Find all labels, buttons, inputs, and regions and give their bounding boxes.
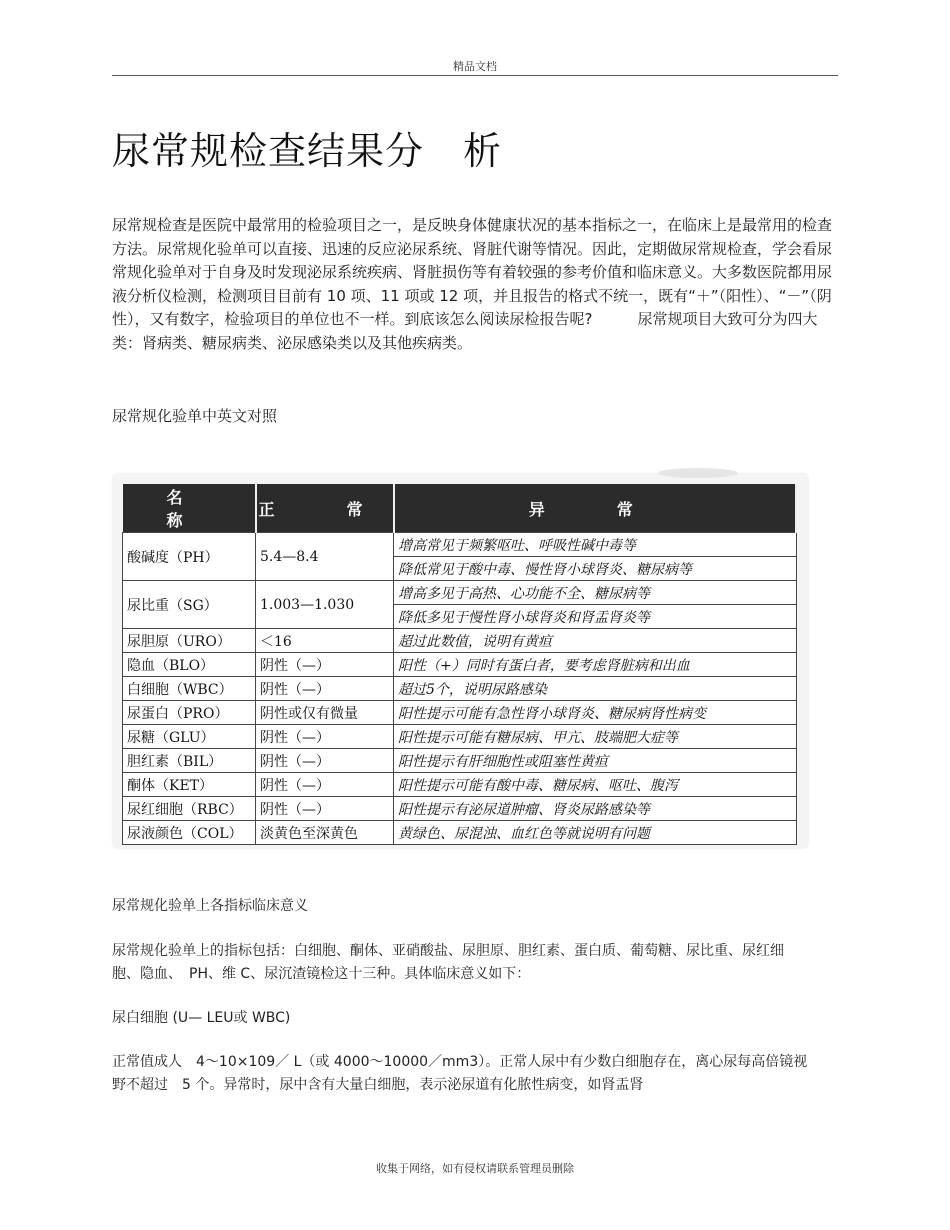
indicators-paragraph: 尿常规化验单上的指标包括：白细胞、酮体、亚硝酸盐、尿胆原、胆红素、蛋白质、葡萄糖、尿比重、尿红细胞、隐血、 PH、维 C、尿沉渣镜检这十三种。具体临床意义如下： [112, 943, 784, 982]
cell-item-name: 胆红素（BIL） [123, 749, 256, 773]
cell-normal-value: 阴性（—） [256, 797, 394, 821]
table-row [123, 581, 797, 605]
urine-test-table [122, 484, 797, 845]
table-row [123, 821, 797, 845]
header-name: 名 称 [123, 484, 256, 533]
table-caption: 尿常规化验单中英文对照 [112, 407, 278, 425]
table-row [123, 653, 797, 677]
cell-normal-value: 阴性或仅有微量 [256, 701, 394, 725]
cell-item-name: 隐血（BLO） [123, 653, 256, 677]
table-row [123, 749, 797, 773]
cell-item-name: 尿蛋白（PRO） [123, 701, 256, 725]
cell-abnormal-meaning: 黄绿色、尿混浊、血红色等就说明有问题 [394, 821, 797, 845]
cell-abnormal-meaning: 增高常见于频繁呕吐、呼吸性碱中毒等 [394, 533, 797, 557]
table-row [123, 533, 797, 557]
urine-test-table-image [113, 474, 808, 848]
header-abnormal: 异 常 [394, 484, 797, 533]
cell-abnormal-meaning: 阳性提示可能有酸中毒、糖尿病、呕吐、腹泻 [394, 773, 797, 797]
cell-normal-value: 阴性（—） [256, 725, 394, 749]
section-heading-clinical-meaning: 尿常规化验单上各指标临床意义 [112, 898, 308, 914]
wbc-subheading: 尿白细胞 (U— LEU或 WBC) [112, 1010, 291, 1026]
cell-item-name: 酮体（KET） [123, 773, 256, 797]
cell-normal-value: 淡黄色至深黄色 [256, 821, 394, 845]
cell-abnormal-meaning: 阳性提示有肝细胞性或阻塞性黄疸 [394, 749, 797, 773]
table-row [123, 629, 797, 653]
cell-item-name: 尿红细胞（RBC） [123, 797, 256, 821]
cell-abnormal-meaning: 阳性提示有泌尿道肿瘤、肾炎尿路感染等 [394, 797, 797, 821]
cell-normal-value: ＜16 [256, 629, 394, 653]
wbc-paragraph: 正常值成人 4～10×109／ L（或 4000～10000／mm3）。正常人尿中有少数白细胞存在，离心尿每高倍镜视野不超过 5 个。异常时，尿中含有大量白细胞，表示泌尿道有化脓性病变，如肾盂肾 [112, 1054, 808, 1093]
cell-abnormal-meaning: 降低多见于慢性肾小球肾炎和肾盂肾炎等 [394, 605, 797, 629]
cell-normal-value: 阴性（—） [256, 749, 394, 773]
intro-paragraph: 尿常规检查是医院中最常用的检验项目之一，是反映身体健康状况的基本指标之一，在临床上是最常用的检查方法。尿常规化验单可以直接、迅速的反应泌尿系统、肾脏代谢等情况。因此，定期做尿常规检查，学会看尿常规化验单对于自身及时发现泌尿系统疾病、肾脏损伤等有着较强的参考价值和临床意义。大多数医院都用尿液分析仪检测，检测项目目前有 10 项、11 项或 12 项，并且报告的格式不统一，既有“＋”（阳性）、“－”（阴性），又有数字，检验项目的单位也不一样。到底该怎么阅读尿检报告呢? 尿常规项目大致可分为四大类：肾病类、糖尿病类、泌尿感染类以及其他疾病类。 [112, 216, 833, 352]
header-normal: 正 常 [256, 484, 394, 533]
table-row [123, 725, 797, 749]
document-title: 尿常规检查结果分 析 [112, 129, 503, 173]
cell-item-name: 尿糖（GLU） [123, 725, 256, 749]
table-header-row [123, 484, 797, 533]
cell-abnormal-meaning: 超过此数值，说明有黄疸 [394, 629, 797, 653]
cell-normal-value: 1.003—1.030 [256, 581, 394, 629]
cell-normal-value: 阴性（—） [256, 653, 394, 677]
cell-abnormal-meaning: 增高多见于高热、心功能不全、糖尿病等 [394, 581, 797, 605]
cell-abnormal-meaning: 超过5个，说明尿路感染 [394, 677, 797, 701]
page-footer: 收集于网络，如有侵权请联系管理员删除 [376, 1162, 574, 1175]
cell-normal-value: 阴性（—） [256, 677, 394, 701]
page-header: 精品文档 [453, 60, 497, 73]
cell-normal-value: 阴性（—） [256, 773, 394, 797]
cell-abnormal-meaning: 阳性提示可能有急性肾小球肾炎、糖尿病肾性病变 [394, 701, 797, 725]
table-row [123, 701, 797, 725]
cell-item-name: 白细胞（WBC） [123, 677, 256, 701]
table-row [123, 797, 797, 821]
cell-abnormal-meaning: 降低常见于酸中毒、慢性肾小球肾炎、糖尿病等 [394, 557, 797, 581]
cell-item-name: 酸碱度（PH） [123, 533, 256, 581]
header-divider [112, 75, 838, 76]
cell-item-name: 尿胆原（URO） [123, 629, 256, 653]
cell-item-name: 尿液颜色（COL） [123, 821, 256, 845]
cell-item-name: 尿比重（SG） [123, 581, 256, 629]
table-row [123, 773, 797, 797]
cell-normal-value: 5.4—8.4 [256, 533, 394, 581]
cell-abnormal-meaning: 阳性提示可能有糖尿病、甲亢、肢端肥大症等 [394, 725, 797, 749]
table-row [123, 677, 797, 701]
cell-abnormal-meaning: 阳性（+）同时有蛋白者，要考虑肾脏病和出血 [394, 653, 797, 677]
